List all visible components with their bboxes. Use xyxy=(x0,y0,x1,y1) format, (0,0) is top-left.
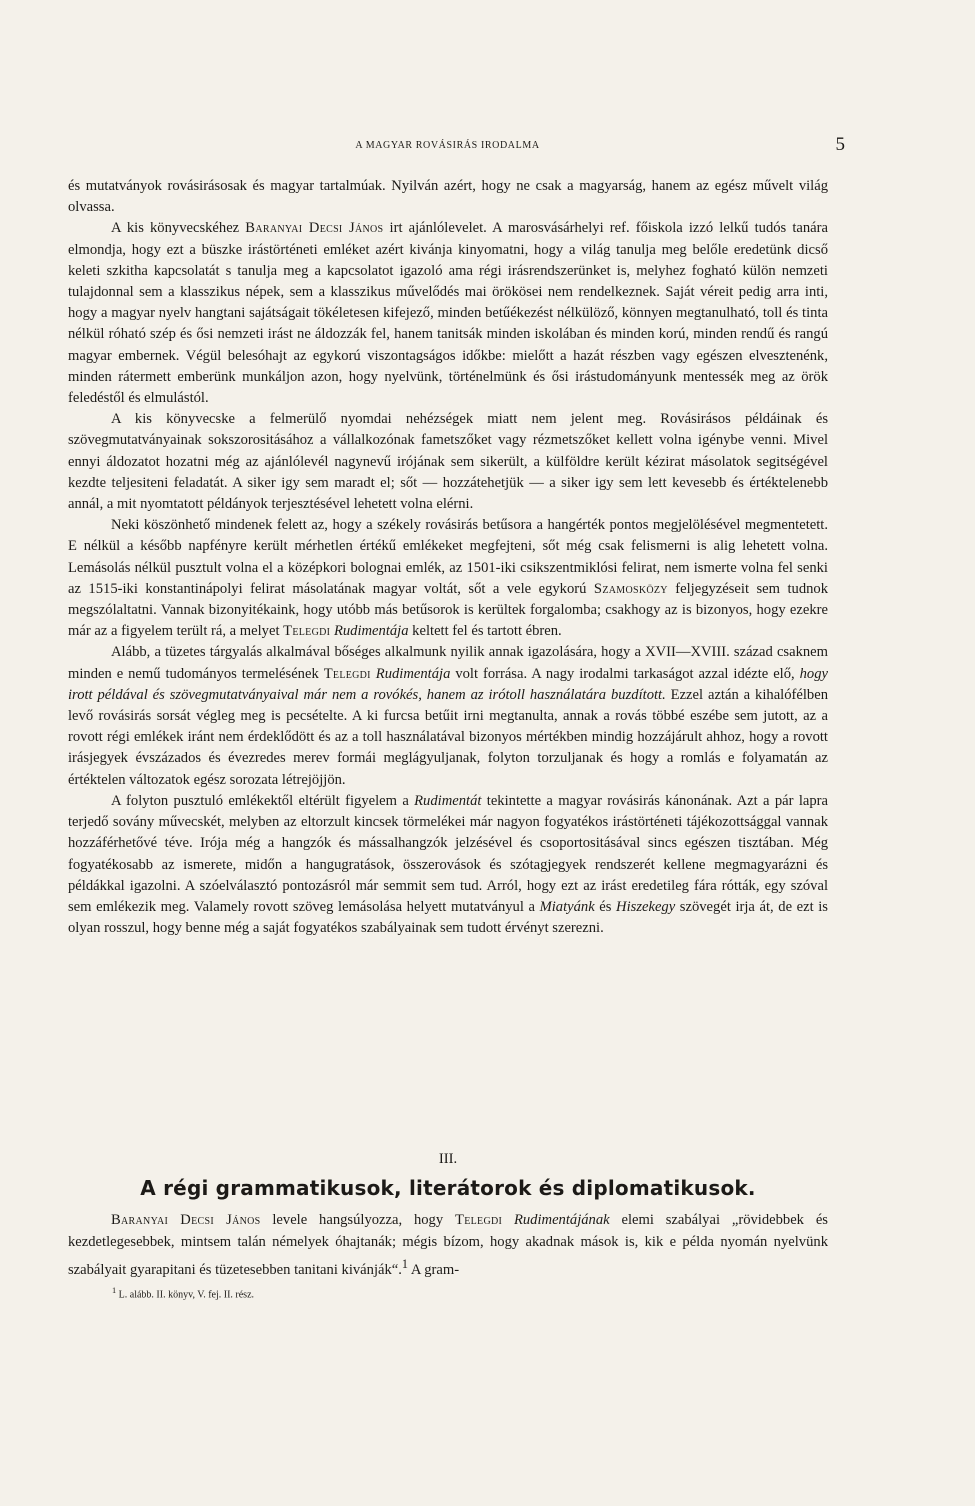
paragraph-1: és mutatványok rovásirásosak és magyar tartalmúak. Nyilván azért, hogy ne csak a magyarság, hanem az egész művelt világ olvassa. xyxy=(68,178,828,216)
footnote-mark: 1 xyxy=(112,1286,117,1295)
person-name: Baranyai Decsi János xyxy=(245,220,384,237)
text-run: szövegét irja át, de ezt is olyan rosszul, hogy benne még a saját fogyatékos szabályainak sem tudott érvényt szerezni. xyxy=(68,898,828,937)
text-run: A gram- xyxy=(407,1261,460,1278)
paragraph-4 xyxy=(68,515,828,642)
work-title: Hiszekegy xyxy=(616,898,676,915)
person-name: Telegdi xyxy=(455,1212,503,1228)
text-run: Alább, a tüzetes tárgyalás alkalmával bőséges alkalmunk nyilik annak igazolására, hogy a XVII—XVIII. század csaknem minden e nemű tudományos termelésének xyxy=(68,644,828,682)
work-title: Rudimentát xyxy=(414,792,482,809)
paragraph-7 xyxy=(68,1209,828,1281)
running-head: A MAGYAR ROVÁSIRÁS IRODALMA xyxy=(355,140,540,151)
work-title: Rudimentája xyxy=(375,665,451,682)
section-number: III. xyxy=(438,1151,458,1167)
section-body xyxy=(68,1209,828,1281)
person-name: Szamosközy xyxy=(593,580,668,597)
person-name: Telegdi xyxy=(283,623,331,640)
text-run: tekintette a magyar rovásirás kánonának. Azt a pár lapra terjedő sovány művecskét, melyben az eltorzult kincsek törmelékei már nagyon fogyatékos irástörténeti tájékozottsággal vannak hozzáférhetővé téve. Irója még a hangzók és mássalhangzók jelzésével és csoportositásával sincs egészen tisztában. Még fogyatékosabb az ismerete, midőn a hangugratások, összerovások és szótagjegyek rendszerét kellene megmagyarázni és példákkal igazolni. A szóelválasztó pontozásról már semmit sem tud. Arról, hogy ezt az irást eredetileg fára rótták, egy szóval sem emlékezik meg. Valamely rovott szöveg lemásolása helyett mutatványul a xyxy=(68,792,828,915)
work-title: Rudimentája xyxy=(333,623,409,640)
work-title: Rudimentájának xyxy=(513,1212,610,1228)
text-run: A kis könyvecskéhez xyxy=(111,220,246,237)
section-title: A régi grammatikusok, literátorok és diplomatikusok. xyxy=(140,1176,756,1200)
text-run: A folyton pusztuló emlékektől eltérült figyelem a xyxy=(111,792,415,809)
paragraph-5 xyxy=(68,642,828,790)
text-run: volt forrása. A nagy irodalmi tarkaságot azzal idézte elő, xyxy=(450,665,800,682)
text-run: irt ajánlólevelet. A marosvásárhelyi ref. főiskola izzó lelkű tudós tanára elmondja, hogy ezt a büszke irástörténeti emléket azért kivánja kinyomatni, hogy a világ tanulja meg belőle eredetünk dicső keleti szkitha kapcsolatát s tanulja meg a kapcsolatot igazoló ama régi irásrendszerünket is, melyhez fogható külön nemzeti tulajdonnal sem a klasszikus népek, sem a klasszikus művelődés mai örökösei nem rendelkeznek. Saját véreit pedig arra inti, hogy a magyar nyelv hangtani sajátságait tökéletesen kifejező, minden betűékezést nélkülöző, könnyen megtanulható, toll és tinta nélkül róható szép és ősi nemzeti irást ne áldozzák fel, hanem tanitsák minden iskolában és minden korú, minden rendű és rangú magyar embernek. Végül belesóhajt az egykorú viszontagságos időkbe: mielőtt a hazát részben vagy egészen elvesztenénk, minden rátermett emberünk munkáljon azon, hogy nyelvünk, történelmünk és ősi irástudományunk mentessék meg az örök feledéstől és elmulástól. xyxy=(68,220,828,407)
text-run: feljegyzéseit sem tudnok megszólaltatni. Vannak bizonyitékaink, hogy utóbb más betűsorok is kerültek forgalomba; csakhogy az is bizonyos, hogy ezekre már az a figyelem terült rá, a melyet xyxy=(68,580,829,640)
text-run: levele hangsúlyozza, hogy xyxy=(260,1212,455,1228)
page-header xyxy=(68,134,845,158)
footnote-text: L. alább. II. könyv, V. fej. II. rész. xyxy=(118,1289,255,1301)
text-run: és xyxy=(594,898,617,915)
work-title: Miatyánk xyxy=(539,898,595,915)
person-name: Telegdi xyxy=(323,665,371,682)
text-run: keltett fel és tartott ébren. xyxy=(408,623,562,640)
paragraph-2 xyxy=(68,218,828,409)
text-run: Neki köszönhető mindenek felett az, hogy a székely rovásirás betűsora a hangérték pontos megjelölésével megmentetett. E nélkül a később napfényre került mérhetlen értékű emlékeket megfejteni, sőt még csak felismerni is alig lehetett volna. Lemásolás nélkül pusztult volna el a középkori bolognai emlék, az 1501-iki csikszentmiklósi felirat, nem ismerte volna fel senki az 1515-iki konstantinápolyi felirat másolatának magyar voltát, sőt a vele egykorú xyxy=(68,517,828,597)
paragraph-3: A kis könyvecske a felmerülő nyomdai nehézségek miatt nem jelent meg. Rovásirásos példáinak és szövegmutatványainak sokszorositásához a vállalkozónak fametszőket vagy rézmetszőket kellett volna igénybe venni. Mivel ennyi áldozatot hozatni még az ajánlólevél nagynevű irójának sem sikerült, a külföldre került kézirat másolatok segitségével kezdte teljesiteni feladatát. A siker igy sem maradt el; sőt — hozzátehetjük — a siker igy sem lett kevesebb és értéktelenebb annál, a mit nyomtatott példányok terjesztésével lehetett volna elérni. xyxy=(68,411,828,513)
body-text xyxy=(68,176,828,939)
footnote xyxy=(112,1286,254,1300)
italic-quote: hogy irott példával és szövegmutatványaival már nem a rovókés, hanem az irótoll használatára buzdított. xyxy=(68,665,828,703)
footnote-reference: 1 xyxy=(401,1257,408,1271)
text-run: elemi szabályai „rövidebbek és kezdetlegesebbek, mintsem talán némelyek óhajtanák; mégis bízom, hogy akadnak mások is, kik e példa nyomán nyelvünk szabályait gyarapitani és tüzetesebben tanitani kivánják“. xyxy=(68,1212,828,1278)
text-run: Ezzel aztán a kihalófélben levő rovásirás sorsát végleg meg is pecsételte. A ki furcsa betűit irni megtanulta, annak a rovás többé eszébe sem jutott, az a rovott régi emlékek iránt nem érdeklődött és az a toll használatával bizonyos mértékben mindig hozzájárult ahhoz, hogy a rovott irásjegyek évszázados és évezredes merev formái meglágyuljanak, folyton torzuljanak és hogy a romlás e folyamatán az értéktelen változatok egész sorozata létrejöjjön. xyxy=(68,686,828,788)
paragraph-6 xyxy=(68,791,828,939)
person-name: Baranyai Decsi János xyxy=(111,1212,261,1228)
page-number: 5 xyxy=(835,134,845,155)
